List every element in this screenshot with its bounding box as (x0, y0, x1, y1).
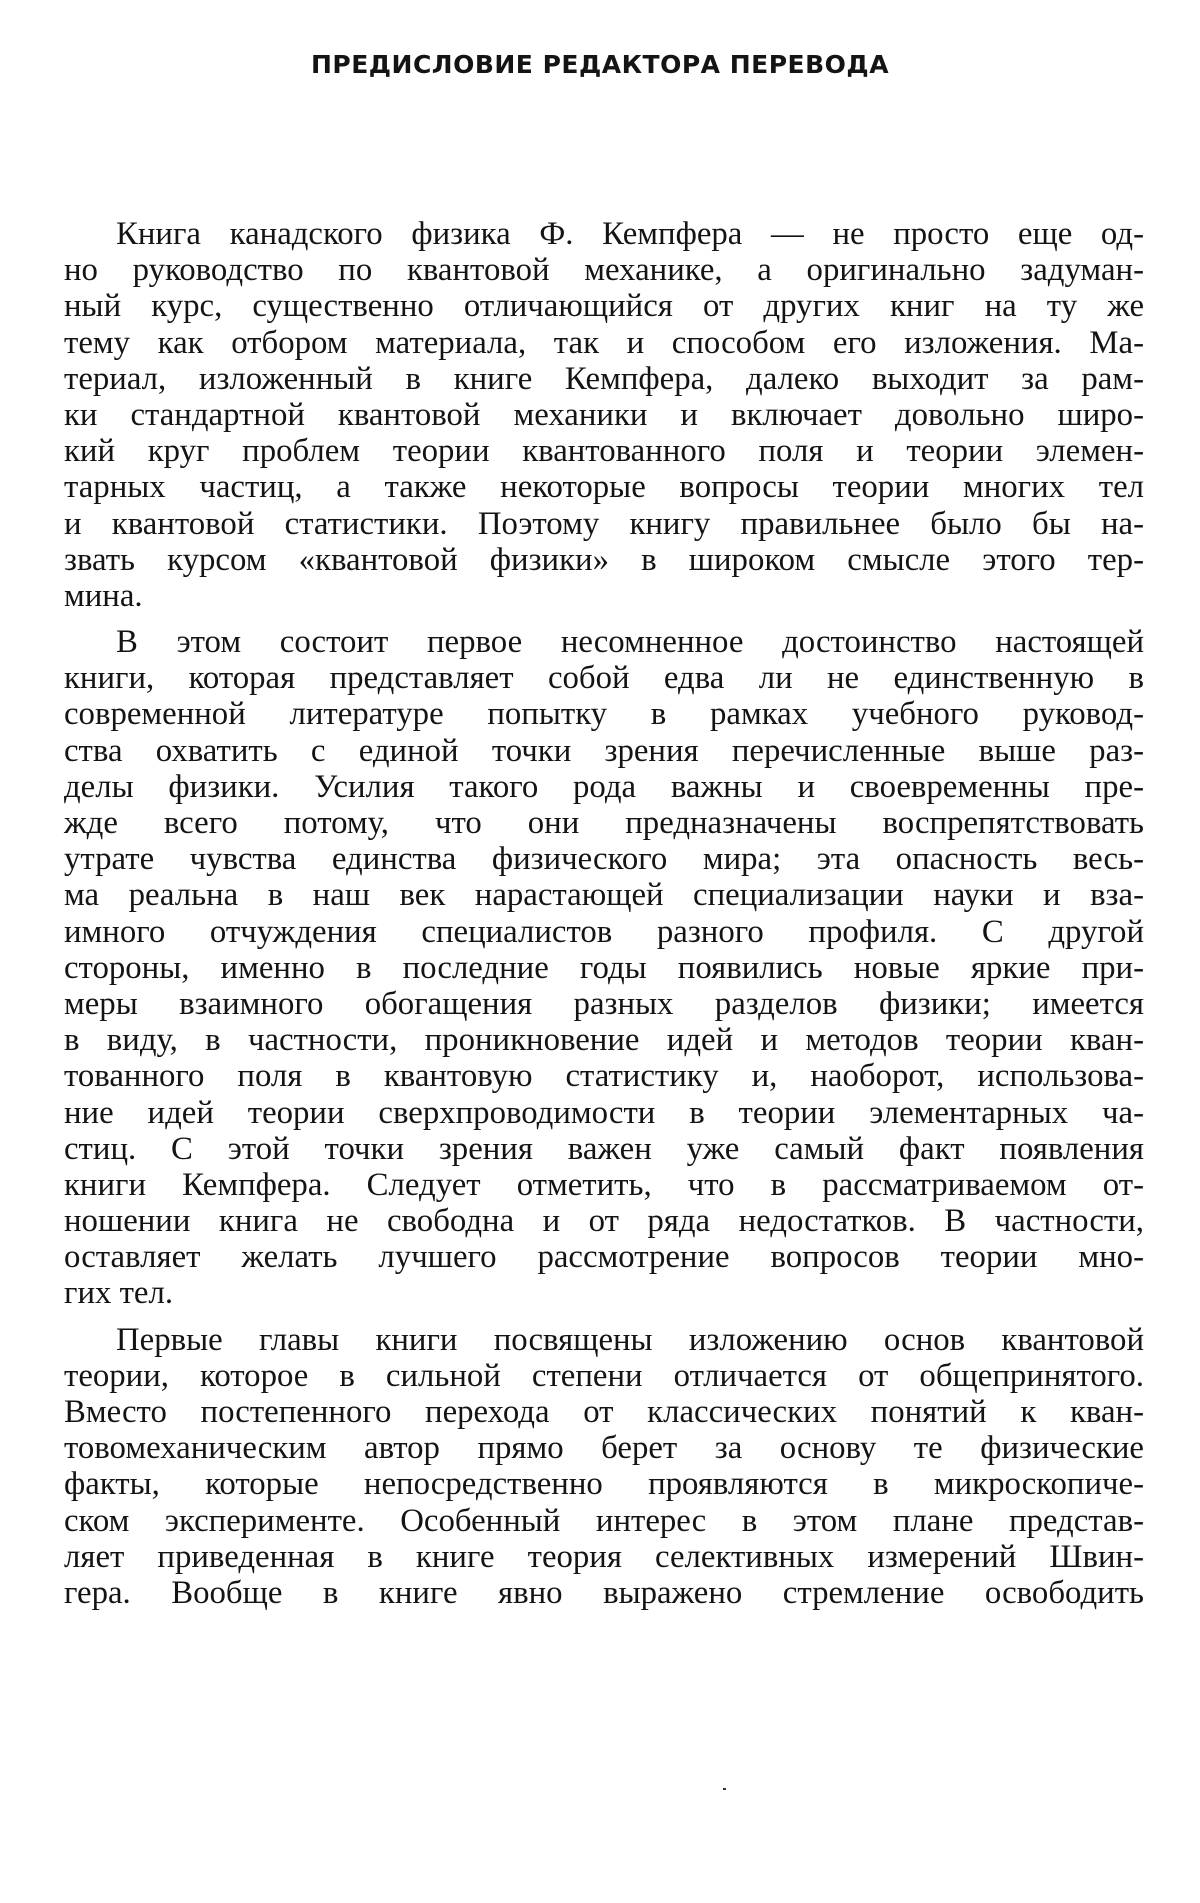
text-line: меры взаимного обогащения разных разделов физики; имеется (64, 985, 1144, 1022)
text-line: утрате чувства единства физического мира; эта опасность весь- (64, 841, 1144, 878)
text-line: делы физики. Усилия такого рода важны и своевременны пре- (64, 768, 1144, 805)
text-line: териал, изложенный в книге Кемпфера, далеко выходит за рам- (64, 360, 1144, 397)
text-line: гера. Вообще в книге явно выражено стремление освободить (64, 1574, 1144, 1611)
page-heading: ПРЕДИСЛОВИЕ РЕДАКТОРА ПЕРЕВОДА (310, 50, 890, 79)
text-line: товомеханическим автор прямо берет за основу те физические (64, 1430, 1144, 1467)
text-line: ние идей теории сверхпроводимости в теории элементарных ча- (64, 1094, 1144, 1131)
text-line: Вместо постепенного перехода от классических понятий к кван- (64, 1394, 1144, 1430)
text-line: стиц. С этой точки зрения важен уже самый факт появления (64, 1130, 1144, 1167)
text-line: и квантовой статистики. Поэтому книгу правильнее было бы на- (64, 505, 1144, 542)
text-line: ском эксперименте. Особенный интерес в этом плане представ- (64, 1502, 1144, 1539)
text-line: ма реальна в наш век нарастающей специализации науки и вза- (64, 877, 1144, 914)
paragraph (64, 1322, 1144, 1612)
text-line: Первые главы книги посвящены изложению основ квантовой (116, 1321, 1144, 1358)
text-line: тарных частиц, а также некоторые вопросы теории многих тел (64, 469, 1144, 506)
print-speck (723, 1788, 726, 1790)
text-line: ства охватить с единой точки зрения перечисленные выше раз- (64, 732, 1144, 769)
text-line: имного отчуждения специалистов разного профиля. С другой (64, 913, 1144, 950)
paragraph-gap (64, 614, 1144, 624)
text-line: мина. (64, 577, 143, 614)
text-line: стороны, именно в последние годы появились новые яркие при- (64, 949, 1144, 986)
text-line: ки стандартной квантовой механики и включает довольно широ- (64, 396, 1144, 433)
text-line: Книга канадского физика Ф. Кемпфера — не просто еще од- (116, 216, 1144, 252)
text-line: в виду, в частности, проникновение идей и методов теории кван- (64, 1022, 1144, 1059)
text-line: В этом состоит первое несомненное достоинство настоящей (116, 624, 1144, 661)
paragraph-gap (64, 1312, 1144, 1322)
text-line: тованного поля в квантовую статистику и, наоборот, использова- (64, 1058, 1144, 1095)
text-line: ляет приведенная в книге теория селективных измерений Швин- (64, 1538, 1144, 1575)
text-line: кий круг проблем теории квантованного поля и теории элемен- (64, 433, 1144, 470)
paragraph (64, 624, 1144, 1312)
text-line: тему как отбором материала, так и способом его изложения. Ма- (64, 324, 1144, 361)
text-line: современной литературе попытку в рамках учебного руковод- (64, 696, 1144, 733)
text-line: оставляет желать лучшего рассмотрение вопросов теории мно- (64, 1239, 1144, 1276)
paragraph (64, 216, 1144, 614)
text-line: ношении книга не свободна и от ряда недостатков. В частности, (64, 1203, 1144, 1240)
text-line: теории, которое в сильной степени отличается от общепринятого. (64, 1357, 1144, 1394)
text-line: но руководство по квантовой механике, а оригинально задуман- (64, 252, 1144, 289)
text-line: звать курсом «квантовой физики» в широком смысле этого тер- (64, 541, 1144, 578)
text-line: книги, которая представляет собой едва ли не единственную в (64, 660, 1144, 697)
text-line: ный курс, существенно отличающийся от других книг на ту же (64, 288, 1144, 325)
text-line: книги Кемпфера. Следует отметить, что в рассматриваемом от- (64, 1166, 1144, 1203)
text-line: факты, которые непосредственно проявляются в микроскопиче- (64, 1466, 1144, 1503)
body-text (64, 216, 1144, 1611)
text-line: гих тел. (64, 1275, 174, 1312)
text-line: жде всего потому, что они предназначены воспрепятствовать (64, 805, 1144, 841)
